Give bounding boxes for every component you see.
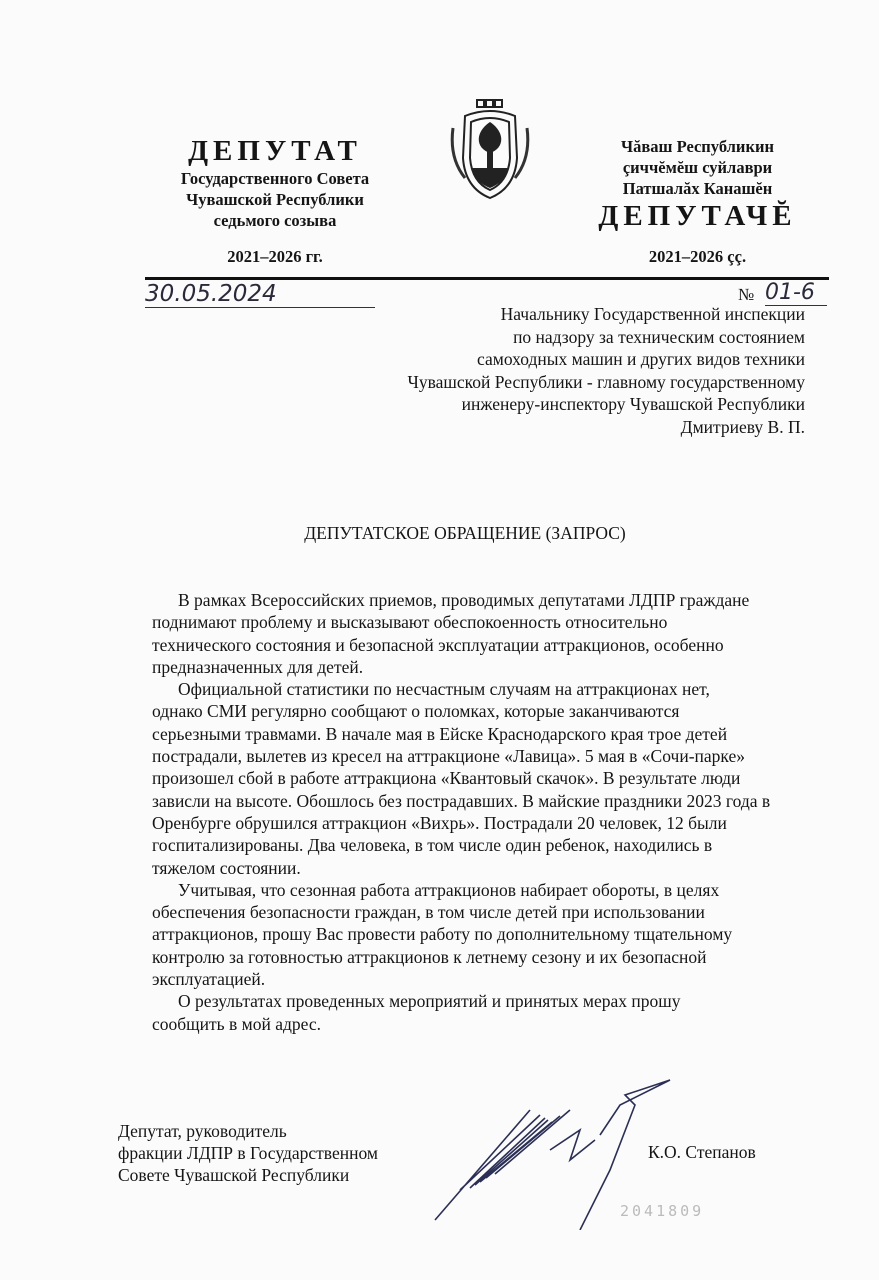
signature-position [118, 1120, 378, 1186]
paragraph [152, 589, 802, 678]
number-field: 01-6 [765, 280, 827, 306]
paragraph [152, 990, 802, 1035]
document-title: ДЕПУТАТСКОЕ ОБРАЩЕНИЕ (ЗАПРОС) [304, 523, 626, 543]
header-right-line: çиччĕмĕш суйлаври [622, 158, 773, 177]
header-right [590, 136, 805, 267]
date-field: 30.05.2024 [145, 281, 375, 308]
addressee-line: Чувашской Республики - главному государственному [407, 371, 805, 392]
number-label: № [738, 285, 755, 304]
paragraph-line: сообщить в мой адрес. [152, 1013, 321, 1034]
header-left-line: седьмого созыва [213, 211, 337, 230]
signature-position-line: Депутат, руководитель [118, 1121, 287, 1141]
paragraph-line: зависли на высоте. Обошлось без пострадавших. В майские праздники 2023 года в [152, 790, 771, 811]
header-left-years: 2021–2026 гг. [227, 247, 323, 266]
header-left-line: Чувашской Республики [186, 190, 364, 209]
coat-of-arms-emblem [445, 98, 535, 203]
paragraph-line: госпитализированы. Два человека, в том числе один ребенок, находились в [152, 835, 713, 856]
paragraph-line: Учитывая, что сезонная работа аттракционов набирает обороты, в целях [178, 879, 720, 900]
paragraph-line: аттракционов, прошу Вас провести работу по дополнительному тщательному [152, 924, 733, 945]
paragraph-line: контролю за готовностью аттракционов к летнему сезону и их безопасной [152, 946, 707, 967]
header-right-years: 2021–2026 çç. [648, 247, 747, 266]
addressee-line: Дмитриеву В. П. [680, 416, 805, 437]
header-left-title: ДЕПУТАТ [188, 135, 362, 167]
addressee-line: Начальнику Государственной инспекции [500, 304, 805, 324]
header-right-line: Патшалăх Канашĕн [622, 179, 773, 198]
addressee [407, 303, 805, 438]
addressee-line: самоходных машин и других видов техники [477, 349, 805, 369]
paragraph-line: О результатах проведенных мероприятий и принятых мерах прошу [178, 991, 681, 1012]
paragraph-line: эксплуатацией. [152, 969, 266, 990]
paragraph-line: произошел сбой в работе аттракциона «Квантовый скачок». В результате люди [152, 768, 741, 789]
header-left [150, 134, 400, 267]
paragraph-line: Оренбурге обрушился аттракцион «Вихрь». Пострадали 20 человек, 12 были [152, 812, 727, 833]
header-right-line: Чăваш Республикин [621, 137, 774, 156]
header-divider [145, 277, 829, 280]
header-right-title: ДЕПУТАЧĔ [598, 200, 797, 232]
header-left-line: Государственного Совета [180, 169, 370, 188]
paragraph-line: поднимают проблему и высказывают обеспокоенность относительно [152, 612, 668, 633]
signature-position-line: фракции ЛДПР в Государственном [118, 1143, 378, 1163]
paragraph-line: серьезными травмами. В начале мая в Ейске Краснодарского края трое детей [152, 723, 728, 744]
addressee-line: по надзору за техническим состоянием [513, 326, 805, 347]
addressee-line: инженеру-инспектору Чувашской Республики [461, 394, 805, 414]
paragraph [152, 678, 802, 879]
stamp-number: 2041809 [620, 1202, 705, 1220]
document-body [152, 589, 802, 1035]
paragraph-line: предназначенных для детей. [152, 656, 364, 677]
paragraph-line: однако СМИ регулярно сообщают о поломках, которые заканчиваются [152, 701, 680, 722]
paragraph-line: тяжелом состоянии. [152, 857, 301, 878]
paragraph-line: технического состояния и безопасной эксплуатации аттракционов, особенно [152, 634, 724, 655]
paragraph-line: Официальной статистики по несчастным случаям на аттракционах нет, [178, 679, 710, 700]
paragraph-line: пострадали, вылетев из кресел на аттракционе «Лавица». 5 мая в «Сочи-парке» [152, 746, 745, 767]
signatory-name: К.О. Степанов [648, 1142, 756, 1162]
signature-position-line: Совете Чувашской Республики [118, 1165, 350, 1185]
paragraph [152, 879, 802, 990]
paragraph-line: обеспечения безопасности граждан, в том числе детей при использовании [152, 902, 705, 923]
paragraph-line: В рамках Всероссийских приемов, проводимых депутатами ЛДПР граждане [178, 590, 750, 610]
